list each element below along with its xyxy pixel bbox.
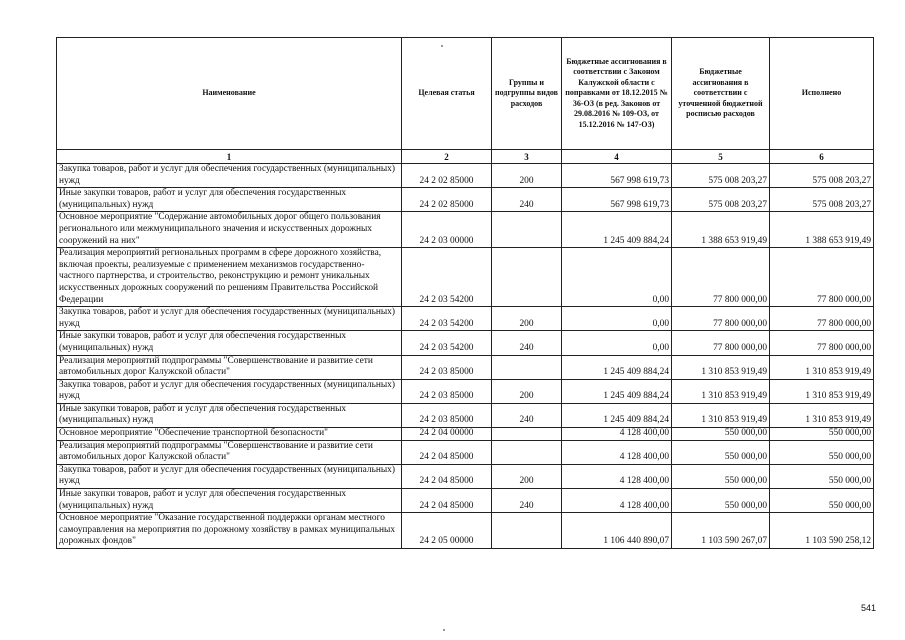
column-number: 2 xyxy=(402,150,492,164)
column-number: 5 xyxy=(672,150,770,164)
row-law-allocation: 1 245 409 884,24 xyxy=(562,355,672,379)
row-law-allocation: 567 998 619,73 xyxy=(562,164,672,188)
row-expense-group xyxy=(492,513,562,549)
table-row xyxy=(57,513,874,549)
row-law-allocation: 4 128 400,00 xyxy=(562,440,672,464)
row-target-article: 24 2 04 00000 xyxy=(402,428,492,441)
row-law-allocation: 1 245 409 884,24 xyxy=(562,403,672,427)
column-number: 6 xyxy=(770,150,874,164)
row-budget-allocation: 550 000,00 xyxy=(672,428,770,441)
row-expense-group: 200 xyxy=(492,307,562,331)
row-budget-allocation: 550 000,00 xyxy=(672,489,770,513)
row-law-allocation: 1 245 409 884,24 xyxy=(562,379,672,403)
row-name: Закупка товаров, работ и услуг для обеспечения государственных (муниципальных) нужд xyxy=(57,464,402,488)
row-executed: 575 008 203,27 xyxy=(770,164,874,188)
row-name: Закупка товаров, работ и услуг для обеспечения государственных (муниципальных) нужд xyxy=(57,164,402,188)
row-target-article: 24 2 05 00000 xyxy=(402,513,492,549)
row-target-article: 24 2 04 85000 xyxy=(402,464,492,488)
table-row xyxy=(57,188,874,212)
row-target-article: 24 2 03 85000 xyxy=(402,379,492,403)
row-budget-allocation: 1 388 653 919,49 xyxy=(672,212,770,248)
table-row xyxy=(57,379,874,403)
row-target-article: 24 2 04 85000 xyxy=(402,440,492,464)
row-executed: 77 800 000,00 xyxy=(770,331,874,355)
row-target-article: 24 2 04 85000 xyxy=(402,489,492,513)
row-executed: 1 310 853 919,49 xyxy=(770,403,874,427)
row-name: Реализация мероприятий подпрограммы "Совершенствование и развитие сети автомобильных дорог Калужской области" xyxy=(57,355,402,379)
row-name: Закупка товаров, работ и услуг для обеспечения государственных (муниципальных) нужд xyxy=(57,307,402,331)
column-number: 3 xyxy=(492,150,562,164)
row-expense-group xyxy=(492,248,562,307)
row-expense-group xyxy=(492,212,562,248)
row-executed: 550 000,00 xyxy=(770,428,874,441)
column-number: 4 xyxy=(562,150,672,164)
row-executed: 550 000,00 xyxy=(770,440,874,464)
row-executed: 1 310 853 919,49 xyxy=(770,379,874,403)
row-executed: 1 388 653 919,49 xyxy=(770,212,874,248)
row-law-allocation: 0,00 xyxy=(562,307,672,331)
table-row xyxy=(57,489,874,513)
row-expense-group: 200 xyxy=(492,464,562,488)
row-executed: 550 000,00 xyxy=(770,489,874,513)
row-budget-allocation: 1 310 853 919,49 xyxy=(672,403,770,427)
row-budget-allocation: 77 800 000,00 xyxy=(672,331,770,355)
row-expense-group xyxy=(492,355,562,379)
row-expense-group: 240 xyxy=(492,489,562,513)
row-name: Иные закупки товаров, работ и услуг для обеспечения государственных (муниципальных) нужд xyxy=(57,489,402,513)
row-target-article: 24 2 03 54200 xyxy=(402,248,492,307)
header-executed: Исполнено xyxy=(770,38,874,150)
row-expense-group: 200 xyxy=(492,164,562,188)
row-budget-allocation: 1 310 853 919,49 xyxy=(672,355,770,379)
scan-speck xyxy=(443,629,445,631)
row-executed: 77 800 000,00 xyxy=(770,248,874,307)
budget-table xyxy=(56,37,874,549)
row-law-allocation: 0,00 xyxy=(562,248,672,307)
row-budget-allocation: 575 008 203,27 xyxy=(672,188,770,212)
table-row xyxy=(57,464,874,488)
budget-sheet xyxy=(56,37,873,549)
table-row xyxy=(57,307,874,331)
row-budget-allocation: 1 310 853 919,49 xyxy=(672,379,770,403)
row-law-allocation: 1 106 440 890,07 xyxy=(562,513,672,549)
table-row xyxy=(57,428,874,441)
table-row xyxy=(57,248,874,307)
row-name: Иные закупки товаров, работ и услуг для обеспечения государственных (муниципальных) нужд xyxy=(57,331,402,355)
row-expense-group: 240 xyxy=(492,331,562,355)
header-target-article: Целевая статья xyxy=(402,38,492,150)
table-row xyxy=(57,403,874,427)
row-law-allocation: 0,00 xyxy=(562,331,672,355)
row-law-allocation: 4 128 400,00 xyxy=(562,464,672,488)
row-target-article: 24 2 03 54200 xyxy=(402,307,492,331)
row-expense-group xyxy=(492,428,562,441)
row-law-allocation: 1 245 409 884,24 xyxy=(562,212,672,248)
page-number: 541 xyxy=(860,603,876,613)
row-law-allocation: 4 128 400,00 xyxy=(562,489,672,513)
row-target-article: 24 2 03 00000 xyxy=(402,212,492,248)
row-name: Иные закупки товаров, работ и услуг для обеспечения государственных (муниципальных) нужд xyxy=(57,403,402,427)
row-budget-allocation: 550 000,00 xyxy=(672,440,770,464)
row-name: Реализация мероприятий подпрограммы "Совершенствование и развитие сети автомобильных дорог Калужской области" xyxy=(57,440,402,464)
row-budget-allocation: 77 800 000,00 xyxy=(672,248,770,307)
row-executed: 1 103 590 258,12 xyxy=(770,513,874,549)
table-row xyxy=(57,331,874,355)
column-number-row xyxy=(57,150,874,164)
column-number: 1 xyxy=(57,150,402,164)
header-name: Наименование xyxy=(57,38,402,150)
row-target-article: 24 2 03 54200 xyxy=(402,331,492,355)
row-target-article: 24 2 03 85000 xyxy=(402,403,492,427)
header-expense-groups: Группы и подгруппы видов расходов xyxy=(492,38,562,150)
row-executed: 1 310 853 919,49 xyxy=(770,355,874,379)
row-name: Иные закупки товаров, работ и услуг для обеспечения государственных (муниципальных) нужд xyxy=(57,188,402,212)
row-name: Закупка товаров, работ и услуг для обеспечения государственных (муниципальных) нужд xyxy=(57,379,402,403)
header-budget-allocations: Бюджетные ассигнования в соответствии с уточненной бюджетной росписью расходов xyxy=(672,38,770,150)
row-expense-group xyxy=(492,440,562,464)
row-expense-group: 240 xyxy=(492,188,562,212)
row-name: Основное мероприятие "Оказание государственной поддержки органам местного самоуправления на мероприятия по дорожному хозяйству в рамках муниципальных дорожных фондов" xyxy=(57,513,402,549)
table-row xyxy=(57,212,874,248)
row-target-article: 24 2 02 85000 xyxy=(402,188,492,212)
table-row xyxy=(57,355,874,379)
row-target-article: 24 2 03 85000 xyxy=(402,355,492,379)
row-expense-group: 200 xyxy=(492,379,562,403)
row-target-article: 24 2 02 85000 xyxy=(402,164,492,188)
row-budget-allocation: 1 103 590 267,07 xyxy=(672,513,770,549)
row-law-allocation: 4 128 400,00 xyxy=(562,428,672,441)
header-row xyxy=(57,38,874,150)
row-executed: 77 800 000,00 xyxy=(770,307,874,331)
row-name: Основное мероприятие "Обеспечение транспортной безопасности" xyxy=(57,428,402,441)
row-name: Основное мероприятие "Содержание автомобильных дорог общего пользования регионального или межмуниципального значения и искусственных дорожных сооружений на них" xyxy=(57,212,402,248)
row-budget-allocation: 575 008 203,27 xyxy=(672,164,770,188)
table-row xyxy=(57,164,874,188)
table-row xyxy=(57,440,874,464)
row-name: Реализация мероприятий региональных программ в сфере дорожного хозяйства, включая проекты, реализуемые с применением механизмов государственно-частного партнерства, и строительство, реконструкцию и ремонт уникальных искусственных дорожных сооружений по решениям Правительства Российской Федерации xyxy=(57,248,402,307)
row-executed: 575 008 203,27 xyxy=(770,188,874,212)
row-executed: 550 000,00 xyxy=(770,464,874,488)
row-budget-allocation: 550 000,00 xyxy=(672,464,770,488)
header-law-allocations: Бюджетные ассигнования в соответствии с Законом Калужской области с поправками от 18.12.2015 № 36-ОЗ (в ред. Законов от 29.08.2016 № 109-ОЗ, от 15.12.2016 № 147-ОЗ) xyxy=(562,38,672,150)
row-law-allocation: 567 998 619,73 xyxy=(562,188,672,212)
row-expense-group: 240 xyxy=(492,403,562,427)
row-budget-allocation: 77 800 000,00 xyxy=(672,307,770,331)
